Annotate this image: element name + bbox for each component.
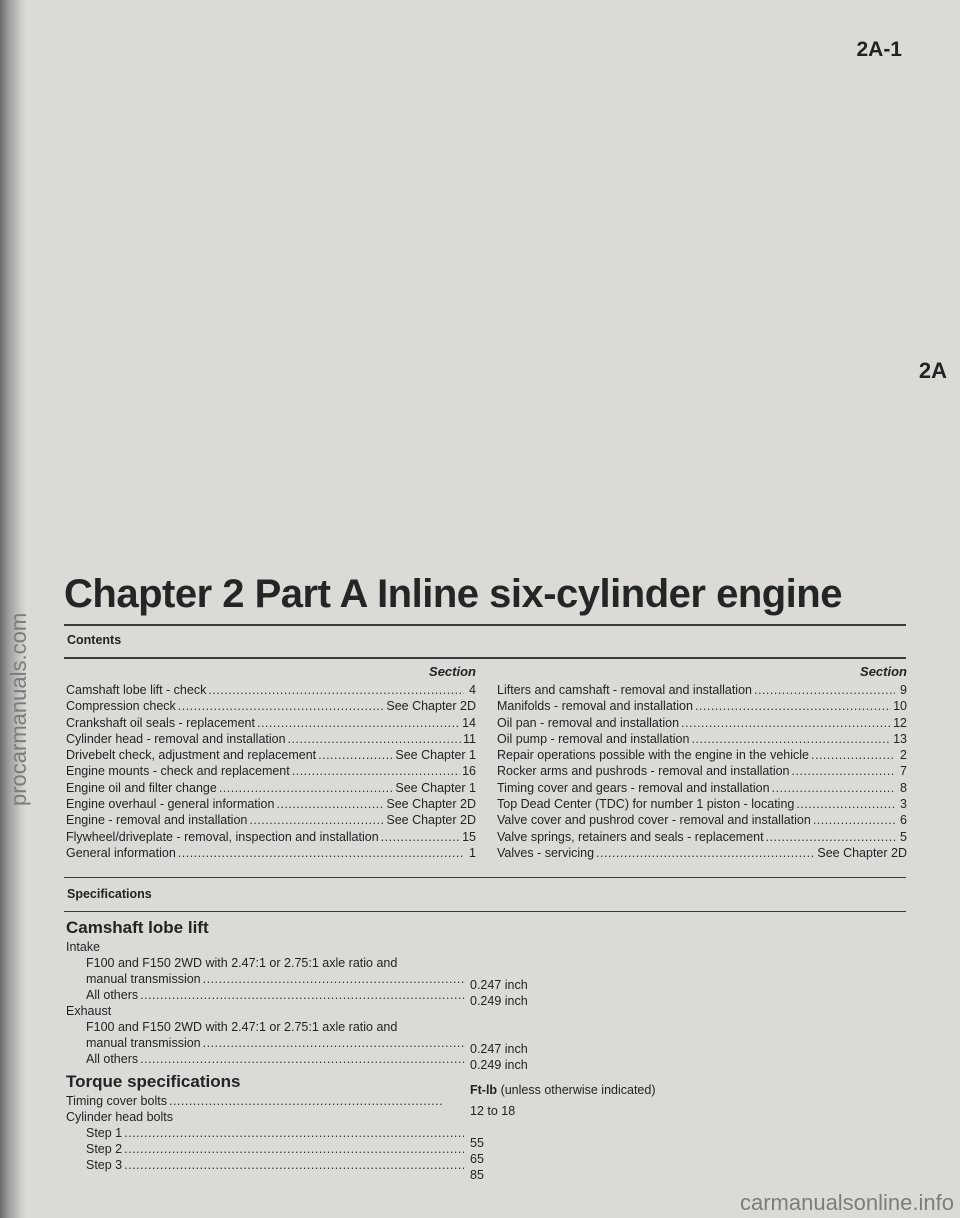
contents-entry [497, 732, 907, 748]
contents-entry [66, 683, 476, 699]
spec-row: All others ..... [66, 988, 466, 1004]
spec-value: 65 [470, 1152, 484, 1166]
exhaust-label: Exhaust [66, 1004, 112, 1018]
spec-row: Step 1 ..... [66, 1126, 466, 1142]
entry-title: Timing cover and gears - removal and installation [497, 780, 770, 795]
cyl-head-label: Cylinder head bolts [66, 1110, 174, 1124]
entry-ref: 8 [900, 780, 907, 795]
contents-heading: Contents [67, 633, 122, 647]
entry-ref: See Chapter 2D [386, 699, 476, 714]
entry-ref: See Chapter 1 [395, 780, 476, 795]
entry-ref: 5 [900, 829, 907, 844]
spec-value: 12 to 18 [470, 1104, 516, 1118]
section-label: Section [860, 664, 907, 679]
camshaft-heading: Camshaft lobe lift [66, 918, 209, 937]
entry-ref: 9 [900, 683, 907, 697]
specifications-heading: Specifications [67, 887, 152, 901]
contents-entry [66, 813, 476, 829]
spec-value: 0.249 inch [470, 994, 528, 1008]
spec-value: 0.247 inch [470, 1042, 528, 1056]
contents-entry [497, 699, 907, 715]
spec-value: 85 [470, 1168, 484, 1182]
entry-title: Valve cover and pushrod cover - removal and installation [497, 813, 811, 828]
contents-entry [497, 846, 907, 862]
entry-title: Engine oil and filter change [66, 780, 217, 795]
spec-value: 0.247 inch [470, 978, 528, 992]
entry-title: Compression check [66, 699, 176, 714]
intake-condition: F100 and F150 2WD with 2.47:1 or 2.75:1 axle ratio and [86, 956, 398, 970]
entry-ref: See Chapter 2D [386, 797, 476, 812]
contents-entry [66, 846, 476, 862]
entry-title: Cylinder head - removal and installation [66, 731, 286, 746]
spec-row: Step 2 ..... [66, 1142, 466, 1158]
entry-title: Oil pump - removal and installation [497, 731, 690, 746]
spec-value: 0.249 inch [470, 1058, 528, 1072]
contents-rule [64, 657, 906, 659]
intake-label: Intake [66, 940, 101, 954]
contents-entry [66, 716, 476, 732]
spec-row: Timing cover bolts ..... [66, 1094, 446, 1110]
spec-top-rule [64, 877, 906, 878]
contents-entry [66, 699, 476, 715]
contents-entry [497, 781, 907, 797]
entry-ref: 6 [900, 813, 907, 828]
footer-watermark: carmanualsonline.info [739, 1190, 954, 1215]
entry-title: Repair operations possible with the engine in the vehicle [497, 748, 809, 763]
torque-heading: Torque specifications [66, 1072, 241, 1091]
entry-title: Valve springs, retainers and seals - replacement [497, 829, 764, 844]
contents-entry [497, 830, 907, 846]
spec-value: 55 [470, 1136, 484, 1150]
entry-title: General information [66, 845, 176, 860]
spec-rule [64, 911, 906, 912]
entry-title: Engine - removal and installation [66, 813, 248, 828]
spec-row: Step 3 ..... [66, 1158, 466, 1174]
entry-title: Oil pan - removal and installation [497, 715, 680, 730]
contents-entry [497, 797, 907, 813]
page-number: 2A-1 [856, 38, 902, 61]
entry-title: Camshaft lobe lift - check [66, 683, 207, 697]
contents-entry [497, 813, 907, 829]
entry-ref: 3 [900, 797, 907, 812]
contents-entry [497, 748, 907, 764]
contents-entry [66, 830, 476, 846]
contents-right-column [497, 664, 907, 862]
entry-title: Engine overhaul - general information [66, 797, 275, 812]
spec-row: manual transmission ..... [66, 972, 466, 988]
entry-title: Top Dead Center (TDC) for number 1 piston - locating [497, 797, 795, 812]
side-watermark: procarmanuals.com [6, 612, 31, 806]
contents-entry [497, 764, 907, 780]
entry-ref: 13 [893, 731, 907, 746]
entry-title: Valves - servicing [497, 845, 595, 860]
entry-title: Engine mounts - check and replacement [66, 764, 290, 779]
entry-ref: 4 [469, 683, 476, 697]
contents-entry [66, 748, 476, 764]
contents-entry [66, 797, 476, 813]
entry-title: Rocker arms and pushrods - removal and installation [497, 764, 790, 779]
entry-ref: 7 [900, 764, 907, 779]
entry-ref: See Chapter 2D [386, 813, 476, 828]
entry-ref: 2 [900, 748, 907, 763]
chapter-tab: 2A [918, 358, 947, 383]
entry-ref: 16 [462, 764, 476, 779]
contents-entry [66, 732, 476, 748]
spec-row: manual transmission ..... [66, 1036, 466, 1052]
entry-title: Lifters and camshaft - removal and installation [497, 683, 752, 697]
contents-left-column [66, 664, 476, 862]
contents-entry [497, 683, 907, 699]
contents-entry [497, 716, 907, 732]
chapter-title: Chapter 2 Part A Inline six-cylinder engine [64, 572, 842, 616]
entry-title: Drivebelt check, adjustment and replacement [66, 748, 317, 763]
entry-ref: 15 [462, 829, 476, 844]
exhaust-condition: F100 and F150 2WD with 2.47:1 or 2.75:1 axle ratio and [86, 1020, 398, 1034]
entry-ref: 1 [469, 845, 476, 860]
page-spine-shadow [0, 0, 26, 1218]
spec-row: All others ..... [66, 1052, 466, 1068]
title-rule [64, 624, 906, 626]
section-label: Section [429, 664, 476, 679]
contents-entry [66, 781, 476, 797]
entry-ref: 10 [893, 699, 907, 714]
entry-ref: See Chapter 1 [395, 748, 476, 763]
torque-unit: Ft-lb (unless otherwise indicated) [470, 1083, 656, 1097]
entry-ref: 14 [462, 715, 476, 730]
entry-title: Manifolds - removal and installation [497, 699, 693, 714]
entry-title: Flywheel/driveplate - removal, inspection and installation [66, 829, 379, 844]
specifications-list [66, 918, 526, 1174]
entry-title: Crankshaft oil seals - replacement [66, 715, 255, 730]
entry-ref: 11 [463, 731, 476, 746]
entry-ref: See Chapter 2D [817, 845, 907, 860]
contents-entry [66, 764, 476, 780]
entry-ref: 12 [893, 715, 907, 730]
